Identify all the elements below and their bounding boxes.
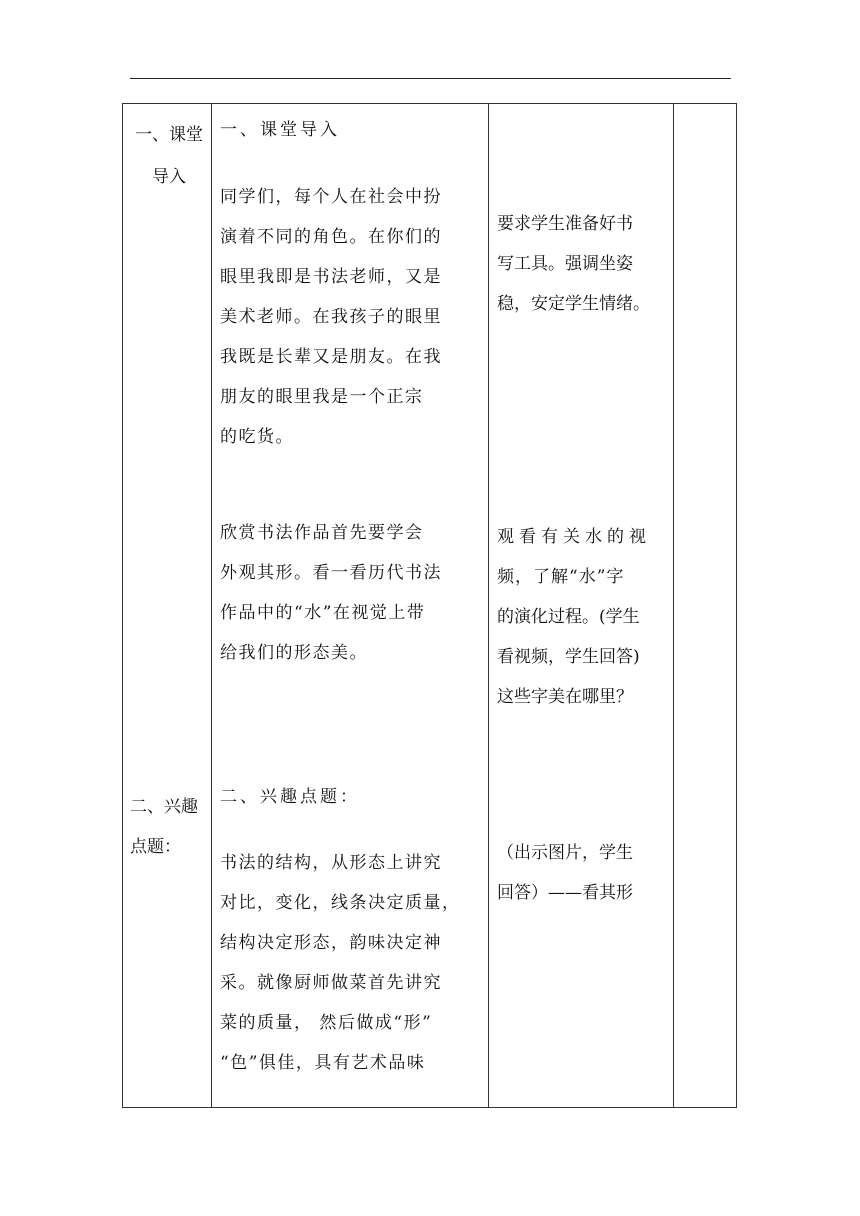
paragraph-line: 采。就像厨师做菜首先讲究 bbox=[220, 973, 442, 993]
stage-label-line: 二、兴趣 bbox=[130, 797, 198, 817]
stage-label-topic bbox=[130, 787, 208, 867]
paragraph-line: 稳，安定学生情绪。 bbox=[497, 294, 650, 314]
stage-label-line: 点题： bbox=[130, 837, 181, 857]
appreciation-paragraph bbox=[220, 513, 482, 673]
paragraph-line: 这些字美在哪里？ bbox=[497, 687, 633, 707]
paragraph-line: 写工具。强调坐姿 bbox=[497, 254, 633, 274]
paragraph-line: 要求学生准备好书 bbox=[497, 214, 633, 234]
paragraph-line: 眼里我即是书法老师，又是 bbox=[220, 267, 442, 287]
prep-paragraph bbox=[497, 204, 669, 324]
paragraph-line: （出示图片，学生 bbox=[497, 843, 633, 863]
paragraph-line: 朋友的眼里我是一个正宗 bbox=[220, 387, 424, 407]
paragraph-line: 结构决定形态，韵味决定神 bbox=[220, 933, 442, 953]
paragraph-line: 菜的质量， 然后做成“形” bbox=[220, 1013, 433, 1033]
video-paragraph bbox=[497, 517, 669, 717]
paragraph-line: 同学们，每个人在社会中扮 bbox=[220, 187, 442, 207]
topic-paragraph bbox=[220, 843, 482, 1083]
intro-heading: 一、课堂导入 bbox=[220, 120, 340, 140]
stage-label-line: 一、课堂 bbox=[135, 125, 203, 145]
column-divider-3 bbox=[673, 103, 674, 1108]
paragraph-line: 美术老师。在我孩子的眼里 bbox=[220, 307, 442, 327]
stage-label-intro bbox=[130, 114, 208, 198]
image-paragraph bbox=[497, 833, 669, 913]
paragraph-line: 的演化过程。(学生 bbox=[497, 607, 640, 627]
intro-paragraph bbox=[220, 177, 482, 457]
column-divider-1 bbox=[211, 103, 212, 1108]
paragraph-line: 欣赏书法作品首先要学会 bbox=[220, 523, 424, 543]
paragraph-line: 外观其形。看一看历代书法 bbox=[220, 563, 442, 583]
paragraph-line: 对比，变化，线条决定质量， bbox=[220, 893, 461, 913]
paragraph-line: 回答）——看其形 bbox=[497, 883, 633, 903]
paragraph-line: 作品中的“水”在视觉上带 bbox=[220, 603, 426, 623]
stage-label-line: 导入 bbox=[152, 167, 186, 187]
column-divider-2 bbox=[488, 103, 489, 1108]
paragraph-line: 我既是长辈又是朋友。在我 bbox=[220, 347, 442, 367]
paragraph-line: 给我们的形态美。 bbox=[220, 643, 368, 663]
header-rule bbox=[130, 78, 731, 79]
paragraph-line: 看视频，学生回答) bbox=[497, 647, 640, 667]
topic-heading: 二、兴趣点题： bbox=[220, 787, 360, 807]
paragraph-line: 的吃货。 bbox=[220, 427, 294, 447]
paragraph-line: 观看有关水的视 bbox=[497, 527, 651, 547]
paragraph-line: “色”俱佳，具有艺术品味 bbox=[220, 1053, 426, 1073]
paragraph-line: 书法的结构，从形态上讲究 bbox=[220, 853, 442, 873]
paragraph-line: 频，了解“水”字 bbox=[497, 567, 625, 587]
paragraph-line: 演着不同的角色。在你们的 bbox=[220, 227, 442, 247]
